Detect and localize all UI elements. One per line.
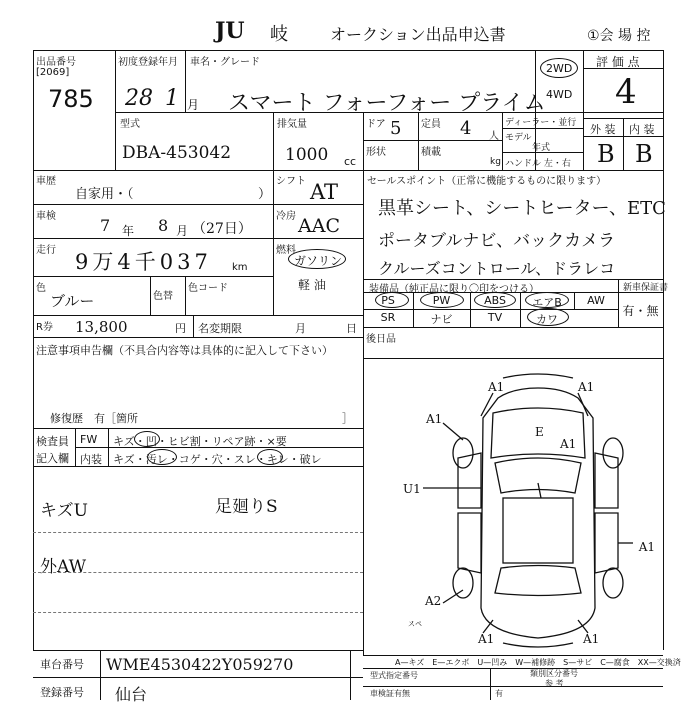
inspector-row-2: キズ・汚レ・コゲ・穴・スレ・キレ・破レ xyxy=(113,453,322,466)
registration-month-unit: 月 xyxy=(187,98,200,112)
header-title: オークション出品申込書 xyxy=(330,25,506,44)
lot-sub: [2069] xyxy=(36,67,70,78)
sales-points-label: セールスポイント（正常に機能するものに限ります） xyxy=(367,176,607,187)
header-logo: JU xyxy=(215,18,245,44)
mileage-unit: km xyxy=(232,262,248,273)
after-delivery-label: 後日品 xyxy=(366,334,396,345)
equip-airbag: エアB xyxy=(532,296,562,309)
registration-year: 28 xyxy=(125,86,153,111)
fuel-gasoline: ガソリン xyxy=(294,254,343,268)
inspector-fw: FW xyxy=(80,433,98,446)
sales-point-line-3: クルーズコントロール、ドラレコ xyxy=(378,259,616,278)
sales-point-line-1: 黒革シート、シートヒーター、ETC xyxy=(378,198,666,219)
recycle-unit: 円 xyxy=(175,322,186,335)
displacement-unit: cc xyxy=(344,155,357,168)
diagram-mark-3: A1 xyxy=(426,412,443,426)
diagram-mark-2: A1 xyxy=(578,380,595,394)
doors-value: 5 xyxy=(390,118,402,139)
diagram-legend: A—キズ E—エクボ U—凹み W—補修跡 S—サビ C—腐食 XX—交換済 xyxy=(395,658,681,667)
equip-airbag-circle xyxy=(525,292,569,308)
aircon-value: AAC xyxy=(298,215,340,237)
displacement-label: 排気量 xyxy=(277,119,307,130)
drive-4wd: 4WD xyxy=(546,88,573,101)
equip-abs: ABS xyxy=(484,294,506,307)
diagram-mark-1: A1 xyxy=(488,380,505,394)
equip-pw-circle xyxy=(420,292,464,308)
car-name-label: 車名・グレード xyxy=(190,57,260,68)
inspector-kizu-circle xyxy=(134,431,160,447)
repair-label: 修復歴 有［箇所 xyxy=(50,412,138,425)
sales-point-line-2: ポータブルナビ、バックカメラ xyxy=(378,231,616,251)
model-label: 型式 xyxy=(120,119,140,130)
displacement-value: 1000 xyxy=(285,145,329,165)
inspector-label-1: 検査員 xyxy=(36,435,69,448)
car-rear-window xyxy=(495,566,581,596)
lot-label: 出品番号 xyxy=(36,57,76,68)
shape-label: 形状 xyxy=(366,147,386,158)
dealer-year-label: 年式 xyxy=(532,143,551,153)
color-label: 色 xyxy=(36,283,46,294)
load-unit: kg xyxy=(490,157,501,167)
equip-tv: TV xyxy=(487,311,503,324)
venue-label: ①会 場 控 xyxy=(587,28,651,44)
color-value: ブルー xyxy=(50,292,95,310)
car-door-left-front xyxy=(458,453,481,508)
footer-class-number-label: 類別区分番号 xyxy=(530,669,578,678)
dealer-handle-label: ハンドル 左・右 xyxy=(505,159,571,169)
capacity-value: 4 xyxy=(460,118,472,139)
color-change-label: 色替 xyxy=(153,291,173,302)
usage-close: ） xyxy=(258,187,272,202)
car-name-value: スマート フォーフォー プライム xyxy=(228,91,546,116)
car-diagram xyxy=(363,358,663,658)
inspector-sure-circle xyxy=(257,449,283,465)
registration-month-value: 1 xyxy=(165,86,179,111)
equip-ps-circle xyxy=(375,292,409,308)
diagram-small-label: スペ xyxy=(408,620,422,628)
rating-value: 4 xyxy=(615,72,637,112)
recycle-value: 13,800 xyxy=(75,318,128,336)
shaken-month: 8 xyxy=(158,216,169,235)
capacity-label: 定員 xyxy=(421,119,441,130)
inspector-note-left-1: キズU xyxy=(40,501,88,521)
car-wheel-rr xyxy=(603,568,623,598)
diagram-mark-10: A1 xyxy=(583,632,600,646)
footer-inspection-cert-label: 車検証有無 xyxy=(370,689,410,698)
chassis-value: WME4530422Y059270 xyxy=(106,655,294,674)
shift-value: AT xyxy=(310,180,339,204)
inspector-yogore-circle xyxy=(147,449,177,465)
mileage-value: 9万4千037 xyxy=(75,250,212,274)
warranty-value: 有・無 xyxy=(622,304,659,318)
shift-label: シフト xyxy=(276,176,306,187)
equip-pw: PW xyxy=(432,294,451,307)
mileage-label: 走行 xyxy=(36,245,56,256)
model-value: DBA-453042 xyxy=(122,143,232,163)
rating-int-value: B xyxy=(635,140,653,168)
diagram-mark-8: A2 xyxy=(425,594,442,608)
equip-aw: AW xyxy=(587,294,605,307)
name-change-day: 日 xyxy=(346,322,357,335)
plate-label: 登録番号 xyxy=(40,686,84,699)
fuel-diesel: 軽 油 xyxy=(298,278,326,292)
car-windshield xyxy=(495,458,581,493)
outer-top xyxy=(33,50,663,51)
color-code-label: 色コード xyxy=(188,283,228,294)
plate-value: 仙台 xyxy=(115,685,148,704)
doors-label: ドア xyxy=(366,119,386,130)
recycle-label: R券 xyxy=(36,322,53,333)
chassis-label: 車台番号 xyxy=(40,658,84,671)
diagram-mark-6: U1 xyxy=(403,482,421,496)
aircon-label: 冷房 xyxy=(276,211,296,222)
rating-label: 評 価 点 xyxy=(596,55,640,69)
inspector-label-2: 記入欄 xyxy=(36,452,69,465)
repair-close: ］ xyxy=(342,412,353,425)
header-partial: 岐 xyxy=(270,24,288,45)
diagram-mark-4: E xyxy=(535,425,544,439)
dealer-model-label: モデル xyxy=(505,133,532,143)
shaken-year: 7 xyxy=(100,216,111,235)
footer-type-number-label: 型式指定番号 xyxy=(370,671,418,680)
rating-ext-value: B xyxy=(597,140,615,168)
car-door-left-rear xyxy=(458,513,481,573)
usage-value: 自家用・（ xyxy=(75,187,134,202)
diagram-mark-5: A1 xyxy=(560,437,577,451)
notes-label: 注意事項申告欄（不具合内容等は具体的に記入して下さい） xyxy=(36,344,333,357)
car-roof xyxy=(503,498,573,563)
car-door-right-front xyxy=(595,453,618,508)
diagram-mark-7: A1 xyxy=(638,540,655,554)
load-label: 積載 xyxy=(421,147,441,158)
inspector-note-right-1: 足廻りS xyxy=(215,497,278,517)
equip-abs-circle xyxy=(474,292,516,308)
drive-2wd: 2WD xyxy=(546,62,573,75)
car-door-right-rear xyxy=(595,513,618,573)
usage-label: 車歴 xyxy=(36,176,56,187)
shaken-day: （27日） xyxy=(192,221,252,237)
name-change-label: 名変期限 xyxy=(198,322,242,335)
inspector-note-left-2: 外AW xyxy=(40,557,87,577)
equip-leather-circle xyxy=(527,308,569,326)
equip-navi: ナビ xyxy=(430,313,453,326)
lot-number: 785 xyxy=(48,85,94,113)
capacity-unit: 人 xyxy=(489,131,499,142)
equip-sr: SR xyxy=(380,311,396,324)
equipment-label: 装備品（純正品に限り〇印をつける） xyxy=(369,284,539,295)
car-wheel-lr xyxy=(453,568,473,598)
car-wheel-lf xyxy=(453,438,473,468)
rating-ext-label: 外 装 xyxy=(590,123,616,136)
fuel-label: 燃料 xyxy=(276,245,296,256)
diagram-mark-9: A1 xyxy=(478,632,495,646)
equip-leather: カワ xyxy=(536,313,558,326)
shaken-month-unit: 月 xyxy=(176,224,189,238)
outer-right-top xyxy=(663,50,664,170)
car-wheel-rf xyxy=(603,438,623,468)
registration-label: 初度登録年月 xyxy=(118,57,178,68)
inspector-naiso: 内装 xyxy=(80,453,102,466)
shaken-year-unit: 年 xyxy=(122,224,135,238)
footer-reference-label: 参 考 xyxy=(545,679,564,688)
rating-int-label: 内 装 xyxy=(629,123,655,136)
warranty-label: 新車保証書 xyxy=(623,283,669,293)
car-front-bumper xyxy=(503,374,573,378)
shaken-label: 車検 xyxy=(36,211,56,222)
name-change-month: 月 xyxy=(295,322,306,335)
car-rear-bumper xyxy=(503,643,573,647)
footer-inspection-cert-value: 有 xyxy=(495,689,503,698)
outer-left xyxy=(33,50,34,650)
inspector-row-1: キズ・凹・ヒビ割・リペア跡・×要 xyxy=(113,435,287,448)
dealer-label: ディーラー・並行 xyxy=(505,118,577,128)
equip-ps: PS xyxy=(381,294,395,307)
